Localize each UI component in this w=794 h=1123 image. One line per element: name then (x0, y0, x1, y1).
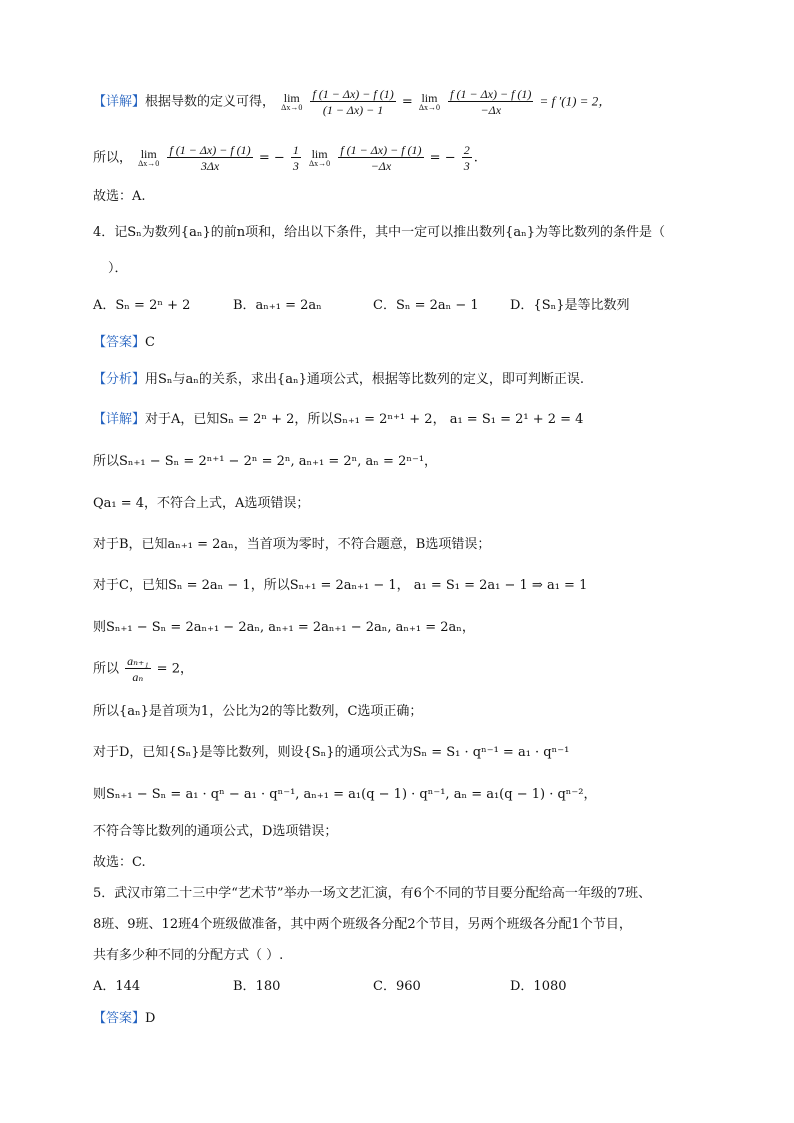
q5-line-3: 共有多少种不同的分配方式（ ）. (93, 948, 284, 963)
q5-line-1: 5．武汉市第二十三中学“艺术节”举办一场文艺汇演，有6个不同的节目要分配给高一年级的7班、 (93, 886, 652, 901)
derivative-result: = f ′(1) = 2， (539, 93, 612, 109)
fraction-2: $\frac{f (1 - \Delta x) - f (1)}{-\Delta x}$ (450, 87, 532, 117)
q4-detail-2: 所以Sₙ₊₁ − Sₙ = 2ⁿ⁺¹ − 2ⁿ = 2ⁿ, aₙ₊₁ = 2ⁿ, aₙ = 2ⁿ⁻¹， (93, 454, 438, 469)
q5-option-a: A．144 (93, 979, 141, 994)
q4-line-2: ）． (108, 261, 128, 276)
q4-option-b: B．aₙ₊₁ = 2aₙ (233, 298, 322, 313)
lim-operator: lim Δx→0 (281, 91, 303, 112)
q4-detail-4: 对于B，已知aₙ₊₁ = 2aₙ，当首项为零时，不符合题意，B选项错误； (93, 537, 491, 552)
fraction-4: $\frac{f (1 - \Delta x) - f (1)}{-\Delta x}$ (340, 143, 422, 173)
q4-detail-3: Qa₁ = 4，不符合上式，A选项错误； (93, 496, 310, 511)
detail-intro: 根据导数的定义可得， (145, 94, 276, 110)
fraction-3: $\frac{f (1 - \Delta x) - f (1)}{3\Delta x}$ (169, 143, 251, 173)
lim-operator-4: lim Δx→0 (309, 147, 331, 168)
q4-answer (93, 336, 155, 349)
q4-detail-6: 则Sₙ₊₁ − Sₙ = 2aₙ₊₁ − 2aₙ, aₙ₊₁ = 2aₙ₊₁ − 2aₙ, aₙ₊₁ = 2aₙ， (93, 620, 475, 635)
q4-detail-10: 不符合等比数列的通项公式，D选项错误； (93, 824, 338, 839)
detail-tag-2: 【详解】 (93, 412, 146, 427)
period: . (473, 150, 478, 166)
q5-option-b: B．180 (233, 979, 281, 994)
q4-option-a: A．Sₙ = 2ⁿ + 2 (93, 298, 191, 313)
select-a: 故选：A. (93, 189, 146, 204)
q5-option-d: D．1080 (510, 979, 567, 994)
q4-option-d: D．{Sₙ}是等比数列 (510, 298, 630, 313)
analysis-tag: 【分析】 (93, 372, 146, 387)
q4-detail-7: 所以{aₙ}是首项为1，公比为2的等比数列，C选项正确； (93, 704, 423, 719)
q4-ratio (93, 655, 193, 683)
q5-line-2: 8班、9班、12班4个班级做准备，其中两个班级各分配2个节目，另两个班级各分配1个节目， (93, 917, 632, 932)
analysis-text: 用Sₙ与aₙ的关系，求出{aₙ}通项公式，根据等比数列的定义，即可判断正误. (145, 372, 584, 387)
ratio-tail: = 2， (156, 661, 193, 677)
q4-detail-5: 对于C，已知Sₙ = 2aₙ − 1，所以Sₙ₊₁ = 2aₙ₊₁ − 1， a₁ = S₁ = 2a₁ − 1 ⇒ a₁ = 1 (93, 578, 588, 593)
q4-analysis (93, 373, 584, 386)
ratio-fraction: $\frac{\text{aₙ₊₁}}{\text{aₙ}}$ (127, 654, 149, 684)
detail-text-1: 对于A，已知Sₙ = 2ⁿ + 2，所以Sₙ₊₁ = 2ⁿ⁺¹ + 2， a₁ = S₁ = 2¹ + 2 = 4 (145, 412, 584, 427)
q4-detail-1 (93, 413, 583, 426)
fraction-1: $\frac{f (1 - \Delta x) - f (1)}{(1 - \Delta x) - 1}$ (312, 87, 394, 117)
equals-sign: = (401, 94, 413, 110)
minus-sign-2: = − (429, 150, 456, 166)
q4-detail-9: 则Sₙ₊₁ − Sₙ = a₁ · qⁿ − a₁ · qⁿ⁻¹, aₙ₊₁ = a₁(q − 1) · qⁿ⁻¹, aₙ = a₁(q − 1) · qⁿ⁻²， (93, 787, 597, 802)
answer-value: C (145, 335, 155, 350)
coef-fraction: $\frac{1}{3}$ (292, 143, 299, 173)
lim-operator-3: lim Δx→0 (138, 147, 160, 168)
minus-sign: = − (258, 150, 285, 166)
lim-operator-2: lim Δx→0 (418, 91, 441, 112)
answer-value-2: D (145, 1011, 156, 1026)
q4-select: 故选：C. (93, 855, 146, 870)
answer-tag: 【答案】 (93, 335, 146, 350)
ratio-lead: 所以 (93, 661, 120, 677)
answer-tag-2: 【答案】 (93, 1011, 146, 1026)
q4-line-1: 4．记Sₙ为数列{aₙ}的前n项和，给出以下条件，其中一定可以推出数列{aₙ}为等比数列的条件是（ (93, 225, 666, 240)
detail-line-1 (93, 88, 611, 116)
detail-line-2 (93, 144, 478, 172)
so-lead: 所以， (93, 150, 133, 166)
detail-tag: 【详解】 (93, 94, 146, 110)
q5-option-c: C．960 (373, 979, 421, 994)
q4-option-c: C．Sₙ = 2aₙ − 1 (373, 298, 479, 313)
q5-answer (93, 1012, 155, 1025)
answer-fraction: $\frac{2}{3}$ (463, 143, 470, 173)
q4-detail-8: 对于D，已知{Sₙ}是等比数列，则设{Sₙ}的通项公式为Sₙ = S₁ · qⁿ⁻¹ = a₁ · qⁿ⁻¹ (93, 745, 570, 760)
